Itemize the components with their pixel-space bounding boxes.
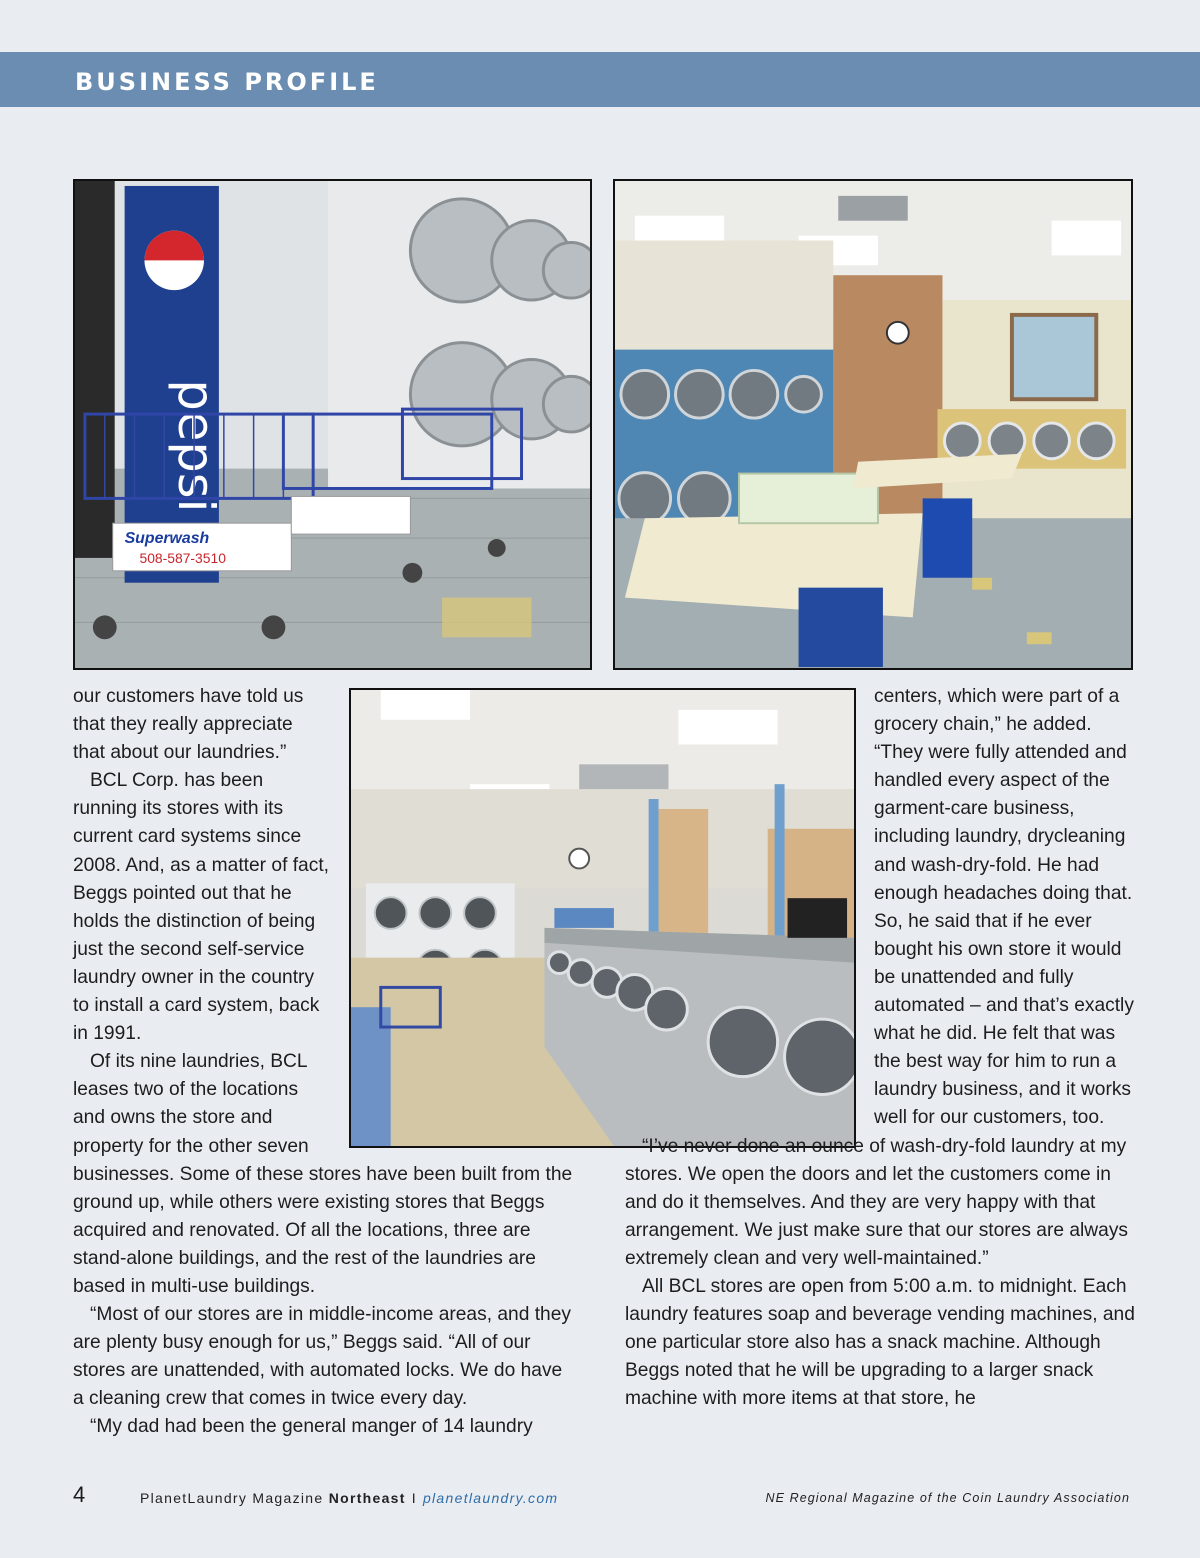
photo-laundromat-tables	[613, 179, 1133, 670]
footer-separator: I	[411, 1490, 417, 1506]
section-banner	[0, 52, 1200, 107]
article-paragraph-wrap	[73, 1048, 583, 1301]
article-paragraph: BCL Corp. has been running its stores with its current card systems since 2008. And, as a matter of fact, Beggs pointed out that he holds the distinction of being just the second self-service laundry owner in the country to install a card system, back in 1991.	[73, 770, 329, 1045]
magazine-edition: Northeast	[328, 1490, 406, 1506]
article-paragraph: centers, which were part of a grocery chain,” he added. “They were fully attended and handled every aspect of the garment-care business, including laundry, drycleaning and wash-dry-fold. He had enough headaches doing that. So, he said that if he ever bought his own store it would be unattended and fully automated – and that’s exactly what he did. He felt that was the best way for him to run a laundry business, and it works well for our customers, too.	[874, 686, 1134, 1129]
article-left-column	[73, 683, 583, 1442]
article-paragraph	[73, 1048, 328, 1160]
article-paragraph: All BCL stores are open from 5:00 a.m. to midnight. Each laundry features soap and beverage vending machines, and one particular store also has a snack machine. Although Beggs noted that he will be upgrading to a larger snack machine with more items at that store, he	[625, 1275, 1135, 1410]
footer-tagline: NE Regional Magazine of the Coin Laundry Association	[765, 1491, 1130, 1505]
cart-sign-phone: 508-587-3510	[139, 549, 226, 566]
article-paragraph: our customers have told us that they really appreciate that about our laundries.”	[73, 686, 304, 764]
article-paragraph-continued: businesses. Some of these stores have been built from the ground up, while others were existing stores that Beggs acquired and renovated. Of all the locations, three are stand-alone buildings, and the rest of the laundries are based in multi-use buildings.	[73, 1163, 573, 1297]
article-paragraph: “My dad had been the general manger of 14 laundry	[90, 1416, 533, 1438]
cart-sign-brand: Superwash	[124, 530, 210, 548]
section-title: BUSINESS PROFILE	[75, 68, 379, 96]
wrap-text-narrow: Of its nine laundries, BCL leases two of the locations and owns the store and property for the other seven	[73, 1051, 309, 1157]
page-number: 4	[73, 1482, 86, 1507]
magazine-name: PlanetLaundry Magazine	[140, 1490, 324, 1506]
article-paragraph: “Most of our stores are in middle-income areas, and they are plenty busy enough for us,” Beggs said. “All of our stores are unattended, with automated locks. We do have a cleaning crew that comes in twice every day.	[73, 1304, 571, 1410]
magazine-url-link[interactable]: planetlaundry.com	[422, 1490, 559, 1506]
article-right-column	[625, 683, 1135, 1413]
footer-magazine	[140, 1490, 558, 1506]
pepsi-logo-text: pepsi	[167, 379, 226, 513]
article-paragraph: “I’ve never done an ounce of wash-dry-fold laundry at my stores. We open the doors and let the customers come in and do it themselves. And they are very happy with that arrangement. We just make sure that our stores are always extremely clean and very well-maintained.”	[625, 1135, 1129, 1269]
photo-laundry-carts	[73, 179, 592, 670]
